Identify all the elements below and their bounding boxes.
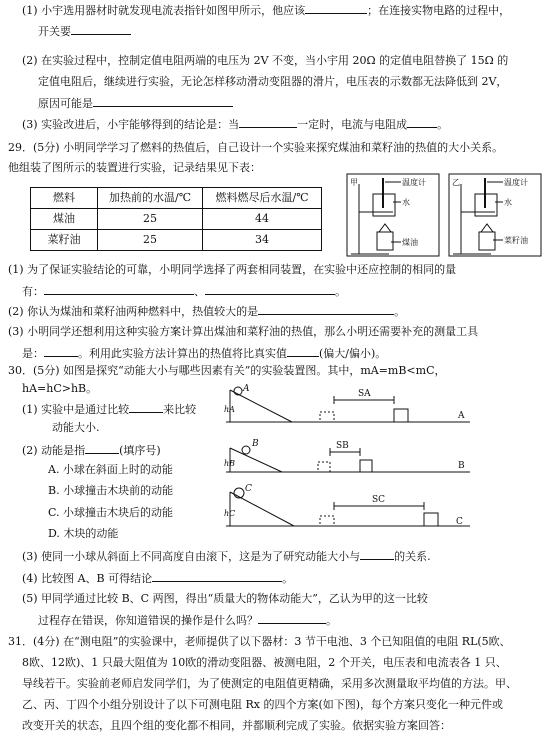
- figure-tag: C: [456, 517, 463, 527]
- q31-line5: 改变开关的状态，且四个组的变化都不相同，并都顺利完成了实验。依据实验方案回答：: [22, 719, 451, 732]
- q30-option-b: B. 小球撞击木块前的动能: [48, 484, 174, 497]
- wood-block-start-icon: [320, 412, 334, 422]
- answer-blank[interactable]: [152, 570, 282, 582]
- ball-label: C: [245, 484, 252, 494]
- answer-blank[interactable]: [258, 612, 326, 624]
- q28-part1-line2: 开关要: [38, 23, 131, 39]
- answer-blank[interactable]: [360, 548, 394, 560]
- distance-label: SA: [358, 389, 371, 399]
- q31-line4: 乙、丙、丁四个小组分别设计了以下可测电阻 Rx 的四个方案(如下图)，每个方案只变化一种元件或: [22, 698, 504, 711]
- ramp-figure-b: [226, 434, 470, 476]
- table-cell: 44: [203, 209, 322, 230]
- fuel-apparatus-figure: [345, 172, 545, 258]
- table-cell: 25: [98, 209, 203, 230]
- table-header-row: [31, 188, 322, 209]
- table-header: 加热前的水温/℃: [98, 188, 203, 209]
- answer-blank[interactable]: [44, 345, 78, 357]
- q30-option-d: D. 木块的动能: [48, 527, 119, 540]
- wood-block-icon: [360, 460, 372, 472]
- wood-block-start-icon: [320, 516, 334, 526]
- answer-blank[interactable]: [258, 303, 394, 315]
- q29-intro-line2: 他组装了图所示的装置进行实验，记录结果见下表：: [8, 161, 261, 174]
- q30-s5-line1: (5) 甲同学通过比较 B、C 两图，得出“质量大的物体动能大”，乙认为甲的这一比较: [22, 592, 428, 605]
- q28-part1-line1: (1) 小宇选用器材时就发现电流表指针如图甲所示，他应该 ；在连接实物电路的过程中，: [22, 4, 511, 17]
- ball-label: A: [243, 384, 250, 394]
- q29-intro-line1: 29．(5分) 小明同学学习了燃料的热值后，自己设计一个实验来探究煤油和菜籽油的热值的大小关系。: [8, 141, 504, 154]
- q30-option-c: C. 小球撞击木块后的动能: [48, 506, 174, 519]
- q31-line1: 31．(4分) 在“测电阻”的实验课中，老师提供了以下器材：3 节干电池、3 个已知阻值的电阻 RL(5欧、: [8, 635, 511, 648]
- figure-tag: B: [458, 461, 465, 471]
- fuel-table: [30, 187, 322, 251]
- wood-block-icon: [424, 513, 438, 526]
- answer-blank[interactable]: [129, 401, 163, 413]
- ball-icon: [242, 446, 250, 454]
- q30-s1: (1) 实验中是通过比较 来比较: [22, 403, 197, 416]
- table-cell: 菜籽油: [31, 230, 98, 251]
- q30-s2: (2) 动能是指 (填序号): [22, 444, 161, 457]
- q30-s4: (4) 比较图 A、B 可得结论 。: [22, 572, 294, 585]
- answer-blank[interactable]: [93, 95, 233, 107]
- answer-blank[interactable]: [85, 442, 119, 454]
- height-label: hC: [224, 509, 236, 518]
- q30-option-a: A. 小球在斜面上时的动能: [48, 463, 173, 476]
- answer-blank[interactable]: [287, 345, 319, 357]
- answer-blank[interactable]: [205, 283, 335, 295]
- ramp-figure-c: [226, 482, 470, 530]
- answer-blank[interactable]: [305, 2, 367, 14]
- q30-s5-line2: 过程存在错误，你知道错误的操作是什么吗？ 。: [38, 614, 337, 627]
- burner-icon: [479, 232, 495, 250]
- q29-s1-line1: (1) 为了保证实验结论的可靠，小明同学选择了两套相同装置，在实验中还应控制的相同的量: [8, 263, 457, 276]
- table-header: 燃料: [31, 188, 98, 209]
- q28-part2-line2: 定值电阻后，继续进行实验，无论怎样移动滑动变阻器的滑片，电压表的示数都无法降低到 2V，: [38, 75, 508, 88]
- q31-line3: 导线若干。实验前老师启发同学们，为了使测定的电阻值更精确，采用多次测量取平均值的方法。甲、: [22, 677, 517, 690]
- q29-s2: (2) 你认为煤油和菜籽油两种燃料中，热值较大的是 。: [8, 305, 406, 318]
- figure-label-jia: 甲: [350, 178, 358, 187]
- ramp-figure-a: [226, 382, 470, 428]
- burner-icon: [377, 232, 393, 250]
- table-cell: 34: [203, 230, 322, 251]
- figure-label: 温度计: [504, 178, 528, 187]
- q28-part3: (3) 实验改进后，小宇能够得到的结论是：当 一定时，电流与电阻成 。: [22, 118, 449, 131]
- q29-s3-line2: 是： 。利用此实验方法计算出的热值将比真实值 (偏大/偏小)。: [22, 347, 387, 360]
- figure-label: 煤油: [402, 238, 418, 247]
- figure-tag: A: [458, 411, 465, 421]
- q31-line2: 8欧、12欧)、1 只最大阻值为 10欧的滑动变阻器、被测电阻，2 个开关，电压表和电流表各 1 只、: [22, 656, 507, 669]
- q30-intro-line2: hA=hC>hB。: [22, 382, 98, 395]
- answer-blank[interactable]: [44, 283, 194, 295]
- q30-intro: 30．(5分) 如图是探究“动能大小与哪些因素有关”的实验装置图。其中，mA=mB<mC，: [8, 364, 446, 377]
- wood-block-icon: [394, 409, 408, 422]
- q29-s1-line2: 有： 、 。: [22, 285, 346, 298]
- answer-blank[interactable]: [407, 116, 437, 128]
- answer-blank[interactable]: [239, 116, 297, 128]
- table-row: [31, 230, 322, 251]
- figure-label: 温度计: [402, 178, 426, 187]
- table-cell: 煤油: [31, 209, 98, 230]
- table-row: [31, 209, 322, 230]
- figure-label: 水: [504, 198, 512, 207]
- wood-block-start-icon: [318, 462, 330, 472]
- figure-label-yi: 乙: [452, 178, 460, 187]
- q30-s1-line2: 动能大小.: [52, 421, 100, 434]
- height-label: hB: [224, 459, 236, 468]
- figure-label: 菜籽油: [504, 236, 528, 245]
- figure-label: 水: [402, 198, 410, 207]
- table-header: 燃料燃尽后水温/℃: [203, 188, 322, 209]
- q30-s3: (3) 使同一小球从斜面上不同高度自由滚下，这是为了研究动能大小与 的关系.: [22, 550, 431, 563]
- distance-label: SC: [372, 495, 386, 505]
- answer-blank[interactable]: [71, 23, 131, 35]
- height-label: hA: [224, 405, 235, 414]
- q28-part2-line3: 原因可能是: [38, 95, 233, 111]
- table-cell: 25: [98, 230, 203, 251]
- ball-label: B: [252, 439, 259, 449]
- q28-part2-line1: (2) 在实验过程中，控制定值电阻两端的电压为 2V 不变，当小宇用 20Ω 的定值电阻替换了 15Ω 的: [22, 54, 509, 67]
- distance-label: SB: [336, 441, 349, 451]
- q29-s3-line1: (3) 小明同学还想利用这种实验方案计算出煤油和菜籽油的热值，那么小明还需要补充的测量工具: [8, 325, 479, 338]
